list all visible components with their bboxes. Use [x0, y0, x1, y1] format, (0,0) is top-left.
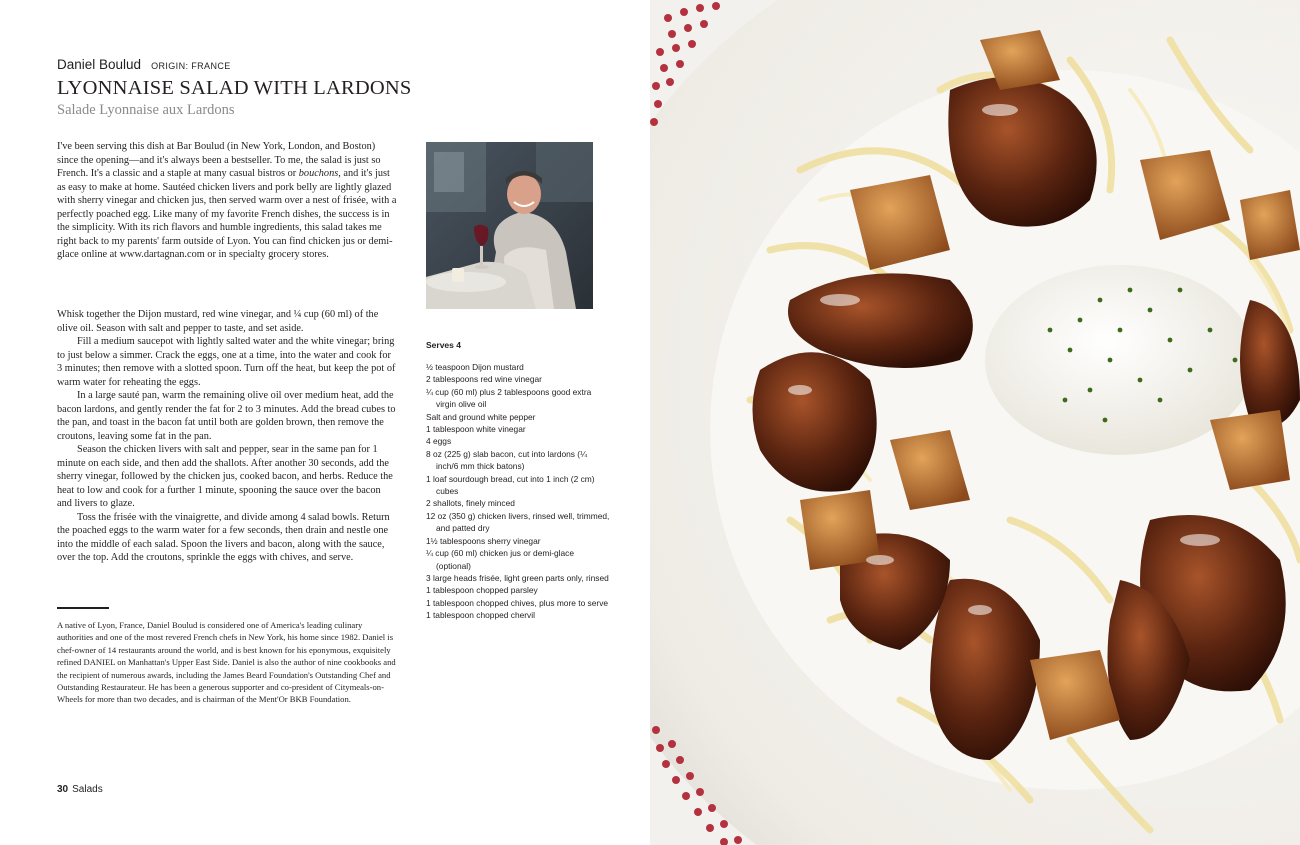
- ingredient-item: 2 shallots, finely minced: [426, 498, 515, 509]
- intro-paragraph: [57, 140, 397, 262]
- ingredient-item: ½ teaspoon Dijon mustard: [426, 362, 524, 372]
- ingredient-item: 8 oz (225 g) slab bacon, cut into lardons (¼ inch/6 mm thick batons): [426, 448, 588, 472]
- ingredient-item: 3 large heads frisée, light green parts only, rinsed: [426, 572, 609, 583]
- method-step: Toss the frisée with the vinaigrette, and divide among 4 salad bowls. Return the poached eggs to the warm water for a few seconds, then drain and nestle one into the middle of each salad. Spoon the livers and bacon, along with the sauce, over the top. Add the croutons, sprinkle the eggs with chives, and serve.: [57, 511, 390, 563]
- ingredient-item: 1 tablespoon chopped chervil: [426, 610, 535, 621]
- method-steps: [57, 308, 397, 565]
- section-name: Salads: [72, 784, 103, 795]
- right-page-photo: [650, 0, 1300, 845]
- page-footer: [57, 784, 103, 795]
- chef-portrait-illustration: [426, 142, 593, 309]
- chef-bio: A native of Lyon, France, Daniel Boulud is considered one of America's leading culinary authorities and one of the most revered French chefs in New York, his home since 1982. Daniel is chef-owner of 14 restaurants around the world, and is best known for his eponymous, exquisitely refined DANIEL on Manhattan's Upper East Side. Daniel is also the author of nine cookbooks and the recipient of numerous awards, including the James Beard Foundation's Outstanding Chef and Outstanding Restaurateur. He has been a generous supporter and co-president of Citymeals-on-Wheels for more than two decades, and is chairman of the Ment'Or BKB Foundation.: [57, 620, 396, 705]
- intro-text-end: , and it's just as easy to make at home. Sautéed chicken livers and pork belly are lightly glazed with sherry vinegar and chicken jus, then served warm over a nest of frisée, with a perfectly poached egg. Like many of my favorite French dishes, the success is in the simplicity. With its rich flavors and humble ingredients, this salad takes me right back to my parents' farm outside of Lyon. You can find chicken jus or demi-glace online at www.dartagnan.com or in specialty grocery stores.: [57, 168, 397, 260]
- ingredient-item: 12 oz (350 g) chicken livers, rinsed well, trimmed, and patted dry: [426, 510, 610, 534]
- chef-byline: [57, 56, 231, 74]
- ingredient-item: 2 tablespoons red wine vinegar: [426, 374, 542, 385]
- ingredient-item: 1 loaf sourdough bread, cut into 1 inch (2 cm) cubes: [426, 473, 595, 497]
- recipe-subtitle: Salade Lyonnaise aux Lardons: [57, 102, 235, 118]
- bio-divider: [57, 607, 109, 609]
- method-step: In a large sauté pan, warm the remaining olive oil over medium heat, add the bacon lardons, and gently render the fat for 2 to 3 minutes. Add the bread cubes to the pan, and toast in the bacon fat until both are golden brown, then remove the croutons, leaving some fat in the pan.: [57, 390, 396, 442]
- intro-text-start: I've been serving this dish at Bar Boulud (in New York, London, and Boston) since the opening—and it's always been a bestseller. To me, the salad is just so French. It's a classic and a staple at many casual bistros or: [57, 141, 381, 179]
- method-step: Whisk together the Dijon mustard, red wine vinegar, and ¼ cup (60 ml) of the olive oil. Season with salt and pepper to taste, and set aside.: [57, 309, 379, 334]
- salad-photo-illustration: [650, 0, 1300, 845]
- serves-label: Serves 4: [426, 340, 461, 350]
- ingredient-item: 1 tablespoon white vinegar: [426, 424, 526, 435]
- ingredient-item: Salt and ground white pepper: [426, 411, 536, 422]
- chef-portrait-photo: [426, 142, 593, 309]
- intro-italic-word: bouchons: [298, 168, 339, 179]
- ingredients-list: [426, 361, 611, 622]
- chef-name: Daniel Boulud: [57, 57, 142, 72]
- method-step: Season the chicken livers with salt and pepper, sear in the same pan for 1 minute on each side, and then add the shallots. After another 30 seconds, add the sherry vinegar, followed by the chicken jus, cooked bacon, and herbs. Reduce the heat to low and cook for a further 1 minute, spooning the sauce over the bacon and livers to glaze.: [57, 444, 393, 509]
- page-number: 30: [57, 784, 69, 795]
- recipe-title: LYONNAISE SALAD WITH LARDONS: [57, 77, 412, 99]
- ingredient-item: 1 tablespoon chopped parsley: [426, 585, 538, 596]
- method-step: Fill a medium saucepot with lightly salted water and the white vinegar; bring to just below a simmer. Crack the eggs, one at a time, into the water and cook for 3 minutes; then remove with a slotted spoon. Turn off the heat, but keep the pot of warm water for reheating the eggs.: [57, 336, 396, 388]
- ingredient-item: 1 tablespoon chopped chives, plus more to serve: [426, 597, 609, 608]
- ingredient-item: 4 eggs: [426, 436, 452, 447]
- ingredient-item: 1½ tablespoons sherry vinegar: [426, 535, 541, 546]
- ingredient-item: ¼ cup (60 ml) chicken jus or demi-glace (optional): [426, 548, 575, 571]
- ingredient-item: ¼ cup (60 ml) plus 2 tablespoons good extra virgin olive oil: [426, 386, 592, 410]
- origin-label: ORIGIN: FRANCE: [151, 61, 231, 71]
